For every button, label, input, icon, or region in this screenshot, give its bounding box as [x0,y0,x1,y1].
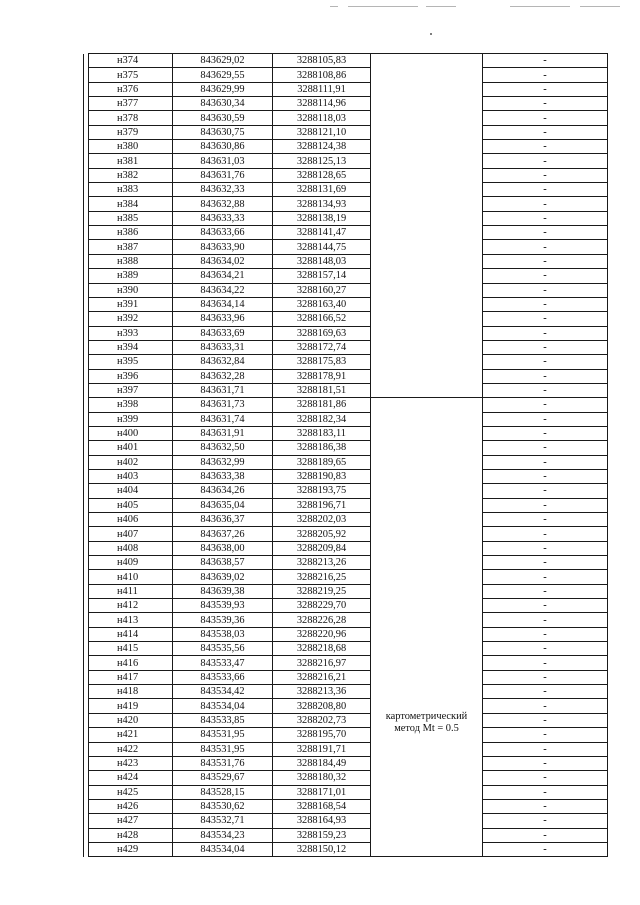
y-coordinate-cell: 3288195,70 [273,728,371,742]
table-row [84,513,608,527]
y-coordinate-cell: 3288164,93 [273,814,371,828]
y-coordinate-cell: 3288111,91 [273,82,371,96]
table-row [84,670,608,684]
table-row [84,556,608,570]
point-number-cell: н375 [89,68,173,82]
y-coordinate-cell: 3288193,75 [273,484,371,498]
accuracy-cell: - [483,627,608,641]
y-coordinate-cell: 3288208,80 [273,699,371,713]
y-coordinate-cell: 3288186,38 [273,441,371,455]
y-coordinate-cell: 3288160,27 [273,283,371,297]
point-number-cell: н400 [89,426,173,440]
table-row [84,140,608,154]
y-coordinate-cell: 3288159,23 [273,828,371,842]
accuracy-cell: - [483,484,608,498]
table-row [84,254,608,268]
x-coordinate-cell: 843631,73 [173,398,273,412]
x-coordinate-cell: 843639,02 [173,570,273,584]
table-row [84,426,608,440]
accuracy-cell: - [483,527,608,541]
point-number-cell: н386 [89,226,173,240]
accuracy-cell: - [483,814,608,828]
x-coordinate-cell: 843630,59 [173,111,273,125]
y-coordinate-cell: 3288196,71 [273,498,371,512]
x-coordinate-cell: 843538,03 [173,627,273,641]
point-number-cell: н412 [89,599,173,613]
x-coordinate-cell: 843631,91 [173,426,273,440]
table-row [84,713,608,727]
x-coordinate-cell: 843534,42 [173,685,273,699]
accuracy-cell: - [483,670,608,684]
table-row [84,211,608,225]
x-coordinate-cell: 843629,02 [173,54,273,68]
x-coordinate-cell: 843634,21 [173,269,273,283]
table-row [84,699,608,713]
table-row [84,527,608,541]
accuracy-cell: - [483,297,608,311]
y-coordinate-cell: 3288182,34 [273,412,371,426]
x-coordinate-cell: 843529,67 [173,771,273,785]
point-number-cell: н420 [89,713,173,727]
accuracy-cell: - [483,656,608,670]
table-row [84,183,608,197]
table-row [84,842,608,856]
point-number-cell: н397 [89,383,173,397]
method-label-line2: метод Mt = 0.5 [394,723,459,735]
point-number-cell: н429 [89,842,173,856]
point-number-cell: н379 [89,125,173,139]
point-number-cell: н393 [89,326,173,340]
table-row [84,240,608,254]
point-number-cell: н377 [89,97,173,111]
accuracy-cell: - [483,168,608,182]
table-row [84,642,608,656]
table-row [84,756,608,770]
table-row [84,197,608,211]
table-row [84,455,608,469]
y-coordinate-cell: 3288202,73 [273,713,371,727]
x-coordinate-cell: 843633,96 [173,312,273,326]
point-number-cell: н424 [89,771,173,785]
x-coordinate-cell: 843534,04 [173,699,273,713]
x-coordinate-cell: 843630,86 [173,140,273,154]
accuracy-cell: - [483,771,608,785]
point-number-cell: н423 [89,756,173,770]
table-row [84,297,608,311]
y-coordinate-cell: 3288169,63 [273,326,371,340]
accuracy-cell: - [483,183,608,197]
y-coordinate-cell: 3288216,21 [273,670,371,684]
x-coordinate-cell: 843631,03 [173,154,273,168]
point-number-cell: н416 [89,656,173,670]
x-coordinate-cell: 843633,38 [173,469,273,483]
accuracy-cell: - [483,713,608,727]
table-row [84,799,608,813]
method-text [386,711,467,735]
accuracy-cell: - [483,383,608,397]
table-row [84,599,608,613]
point-number-cell: н419 [89,699,173,713]
accuracy-cell: - [483,699,608,713]
y-coordinate-cell: 3288141,47 [273,226,371,240]
point-number-cell: н378 [89,111,173,125]
point-number-cell: н426 [89,799,173,813]
y-coordinate-cell: 3288168,54 [273,799,371,813]
y-coordinate-cell: 3288144,75 [273,240,371,254]
table-row [84,785,608,799]
point-number-cell: н399 [89,412,173,426]
x-coordinate-cell: 843631,76 [173,168,273,182]
y-coordinate-cell: 3288181,51 [273,383,371,397]
x-coordinate-cell: 843638,57 [173,556,273,570]
accuracy-cell: - [483,283,608,297]
x-coordinate-cell: 843539,36 [173,613,273,627]
accuracy-cell: - [483,340,608,354]
x-coordinate-cell: 843534,23 [173,828,273,842]
point-number-cell: н381 [89,154,173,168]
table-row [84,283,608,297]
accuracy-cell: - [483,111,608,125]
accuracy-cell: - [483,498,608,512]
y-coordinate-cell: 3288209,84 [273,541,371,555]
y-coordinate-cell: 3288134,93 [273,197,371,211]
point-number-cell: н405 [89,498,173,512]
point-number-cell: н389 [89,269,173,283]
x-coordinate-cell: 843634,02 [173,254,273,268]
table-row [84,441,608,455]
accuracy-cell: - [483,455,608,469]
table-row [84,828,608,842]
x-coordinate-cell: 843632,84 [173,355,273,369]
x-coordinate-cell: 843629,99 [173,82,273,96]
point-number-cell: н415 [89,642,173,656]
x-coordinate-cell: 843633,69 [173,326,273,340]
accuracy-cell: - [483,441,608,455]
point-number-cell: н382 [89,168,173,182]
table-row [84,685,608,699]
y-coordinate-cell: 3288148,03 [273,254,371,268]
x-coordinate-cell: 843632,88 [173,197,273,211]
y-coordinate-cell: 3288220,96 [273,627,371,641]
x-coordinate-cell: 843531,95 [173,742,273,756]
point-number-cell: н391 [89,297,173,311]
y-coordinate-cell: 3288181,86 [273,398,371,412]
x-coordinate-cell: 843635,04 [173,498,273,512]
accuracy-cell: - [483,125,608,139]
y-coordinate-cell: 3288157,14 [273,269,371,283]
x-coordinate-cell: 843533,85 [173,713,273,727]
point-number-cell: н428 [89,828,173,842]
point-number-cell: н385 [89,211,173,225]
accuracy-cell: - [483,642,608,656]
accuracy-cell: - [483,412,608,426]
y-coordinate-cell: 3288213,26 [273,556,371,570]
table-row [84,627,608,641]
accuracy-cell: - [483,197,608,211]
accuracy-cell: - [483,369,608,383]
y-coordinate-cell: 3288166,52 [273,312,371,326]
x-coordinate-cell: 843637,26 [173,527,273,541]
point-number-cell: н409 [89,556,173,570]
method-label-line1: картометрический [385,711,468,723]
x-coordinate-cell: 843634,26 [173,484,273,498]
point-number-cell: н384 [89,197,173,211]
y-coordinate-cell: 3288216,25 [273,570,371,584]
accuracy-cell: - [483,154,608,168]
x-coordinate-cell: 843630,75 [173,125,273,139]
table-row [84,82,608,96]
accuracy-cell: - [483,54,608,68]
accuracy-cell: - [483,799,608,813]
x-coordinate-cell: 843631,74 [173,412,273,426]
y-coordinate-cell: 3288229,70 [273,599,371,613]
y-coordinate-cell: 3288175,83 [273,355,371,369]
table-row [84,613,608,627]
y-coordinate-cell: 3288124,38 [273,140,371,154]
point-number-cell: н417 [89,670,173,684]
x-coordinate-cell: 843639,38 [173,584,273,598]
coordinates-table-body [84,54,608,857]
point-number-cell: н427 [89,814,173,828]
accuracy-cell: - [483,426,608,440]
point-number-cell: н403 [89,469,173,483]
table-row [84,97,608,111]
point-number-cell: н392 [89,312,173,326]
table-row [84,814,608,828]
point-number-cell: н422 [89,742,173,756]
point-number-cell: н418 [89,685,173,699]
accuracy-cell: - [483,756,608,770]
point-number-cell: н376 [89,82,173,96]
method-cell-upper [371,54,483,398]
point-number-cell: н380 [89,140,173,154]
point-number-cell: н410 [89,570,173,584]
x-coordinate-cell: 843530,62 [173,799,273,813]
y-coordinate-cell: 3288105,83 [273,54,371,68]
x-coordinate-cell: 843531,76 [173,756,273,770]
x-coordinate-cell: 843532,71 [173,814,273,828]
point-number-cell: н396 [89,369,173,383]
point-number-cell: н404 [89,484,173,498]
point-number-cell: н395 [89,355,173,369]
table-row [84,154,608,168]
x-coordinate-cell: 843531,95 [173,728,273,742]
x-coordinate-cell: 843632,33 [173,183,273,197]
accuracy-cell: - [483,355,608,369]
table-row [84,570,608,584]
scan-artifact-top [330,6,620,10]
accuracy-cell: - [483,254,608,268]
y-coordinate-cell: 3288128,65 [273,168,371,182]
table-row [84,355,608,369]
x-coordinate-cell: 843533,66 [173,670,273,684]
accuracy-cell: - [483,326,608,340]
point-number-cell: н425 [89,785,173,799]
y-coordinate-cell: 3288219,25 [273,584,371,598]
point-number-cell: н406 [89,513,173,527]
accuracy-cell: - [483,599,608,613]
point-number-cell: н407 [89,527,173,541]
x-coordinate-cell: 843632,50 [173,441,273,455]
table-row [84,168,608,182]
table-row [84,54,608,68]
table-row [84,498,608,512]
point-number-cell: н408 [89,541,173,555]
accuracy-cell: - [483,398,608,412]
table-row [84,584,608,598]
table-row [84,226,608,240]
x-coordinate-cell: 843629,55 [173,68,273,82]
accuracy-cell: - [483,742,608,756]
x-coordinate-cell: 843633,90 [173,240,273,254]
y-coordinate-cell: 3288131,69 [273,183,371,197]
point-number-cell: н394 [89,340,173,354]
x-coordinate-cell: 843633,31 [173,340,273,354]
y-coordinate-cell: 3288190,83 [273,469,371,483]
accuracy-cell: - [483,140,608,154]
accuracy-cell: - [483,828,608,842]
y-coordinate-cell: 3288218,68 [273,642,371,656]
accuracy-cell: - [483,842,608,856]
y-coordinate-cell: 3288180,32 [273,771,371,785]
accuracy-cell: - [483,469,608,483]
accuracy-cell: - [483,685,608,699]
y-coordinate-cell: 3288163,40 [273,297,371,311]
table-row [84,469,608,483]
table-row [84,125,608,139]
point-number-cell: н401 [89,441,173,455]
x-coordinate-cell: 843632,99 [173,455,273,469]
y-coordinate-cell: 3288138,19 [273,211,371,225]
accuracy-cell: - [483,570,608,584]
y-coordinate-cell: 3288213,36 [273,685,371,699]
y-coordinate-cell: 3288183,11 [273,426,371,440]
y-coordinate-cell: 3288189,65 [273,455,371,469]
y-coordinate-cell: 3288114,96 [273,97,371,111]
scan-speck [430,33,432,35]
point-number-cell: н387 [89,240,173,254]
x-coordinate-cell: 843634,22 [173,283,273,297]
accuracy-cell: - [483,728,608,742]
table-row [84,312,608,326]
y-coordinate-cell: 3288226,28 [273,613,371,627]
y-coordinate-cell: 3288172,74 [273,340,371,354]
point-number-cell: н388 [89,254,173,268]
x-coordinate-cell: 843533,47 [173,656,273,670]
y-coordinate-cell: 3288150,12 [273,842,371,856]
y-coordinate-cell: 3288205,92 [273,527,371,541]
table-row [84,484,608,498]
table-row [84,398,608,412]
table-row [84,68,608,82]
x-coordinate-cell: 843632,28 [173,369,273,383]
x-coordinate-cell: 843539,93 [173,599,273,613]
x-coordinate-cell: 843636,37 [173,513,273,527]
point-number-cell: н413 [89,613,173,627]
accuracy-cell: - [483,613,608,627]
point-number-cell: н374 [89,54,173,68]
y-coordinate-cell: 3288184,49 [273,756,371,770]
table-row [84,340,608,354]
table-row [84,412,608,426]
table-row [84,383,608,397]
accuracy-cell: - [483,785,608,799]
point-number-cell: н402 [89,455,173,469]
coordinates-table [83,53,608,857]
point-number-cell: н421 [89,728,173,742]
table-row [84,742,608,756]
point-number-cell: н383 [89,183,173,197]
x-coordinate-cell: 843630,34 [173,97,273,111]
accuracy-cell: - [483,312,608,326]
y-coordinate-cell: 3288118,03 [273,111,371,125]
accuracy-cell: - [483,541,608,555]
accuracy-cell: - [483,82,608,96]
x-coordinate-cell: 843633,66 [173,226,273,240]
point-number-cell: н411 [89,584,173,598]
table-row [84,269,608,283]
accuracy-cell: - [483,226,608,240]
table-row [84,541,608,555]
table-row [84,656,608,670]
y-coordinate-cell: 3288121,10 [273,125,371,139]
y-coordinate-cell: 3288202,03 [273,513,371,527]
table-row [84,369,608,383]
y-coordinate-cell: 3288191,71 [273,742,371,756]
method-cell [371,398,483,857]
y-coordinate-cell: 3288171,01 [273,785,371,799]
x-coordinate-cell: 843631,71 [173,383,273,397]
accuracy-cell: - [483,584,608,598]
table-row [84,728,608,742]
table-row [84,111,608,125]
x-coordinate-cell: 843535,56 [173,642,273,656]
x-coordinate-cell: 843634,14 [173,297,273,311]
x-coordinate-cell: 843534,04 [173,842,273,856]
y-coordinate-cell: 3288108,86 [273,68,371,82]
y-coordinate-cell: 3288178,91 [273,369,371,383]
accuracy-cell: - [483,211,608,225]
accuracy-cell: - [483,269,608,283]
point-number-cell: н398 [89,398,173,412]
x-coordinate-cell: 843633,33 [173,211,273,225]
table-row [84,771,608,785]
y-coordinate-cell: 3288216,97 [273,656,371,670]
y-coordinate-cell: 3288125,13 [273,154,371,168]
point-number-cell: н414 [89,627,173,641]
accuracy-cell: - [483,68,608,82]
accuracy-cell: - [483,97,608,111]
accuracy-cell: - [483,556,608,570]
table-row [84,326,608,340]
accuracy-cell: - [483,240,608,254]
x-coordinate-cell: 843528,15 [173,785,273,799]
x-coordinate-cell: 843638,00 [173,541,273,555]
point-number-cell: н390 [89,283,173,297]
accuracy-cell: - [483,513,608,527]
